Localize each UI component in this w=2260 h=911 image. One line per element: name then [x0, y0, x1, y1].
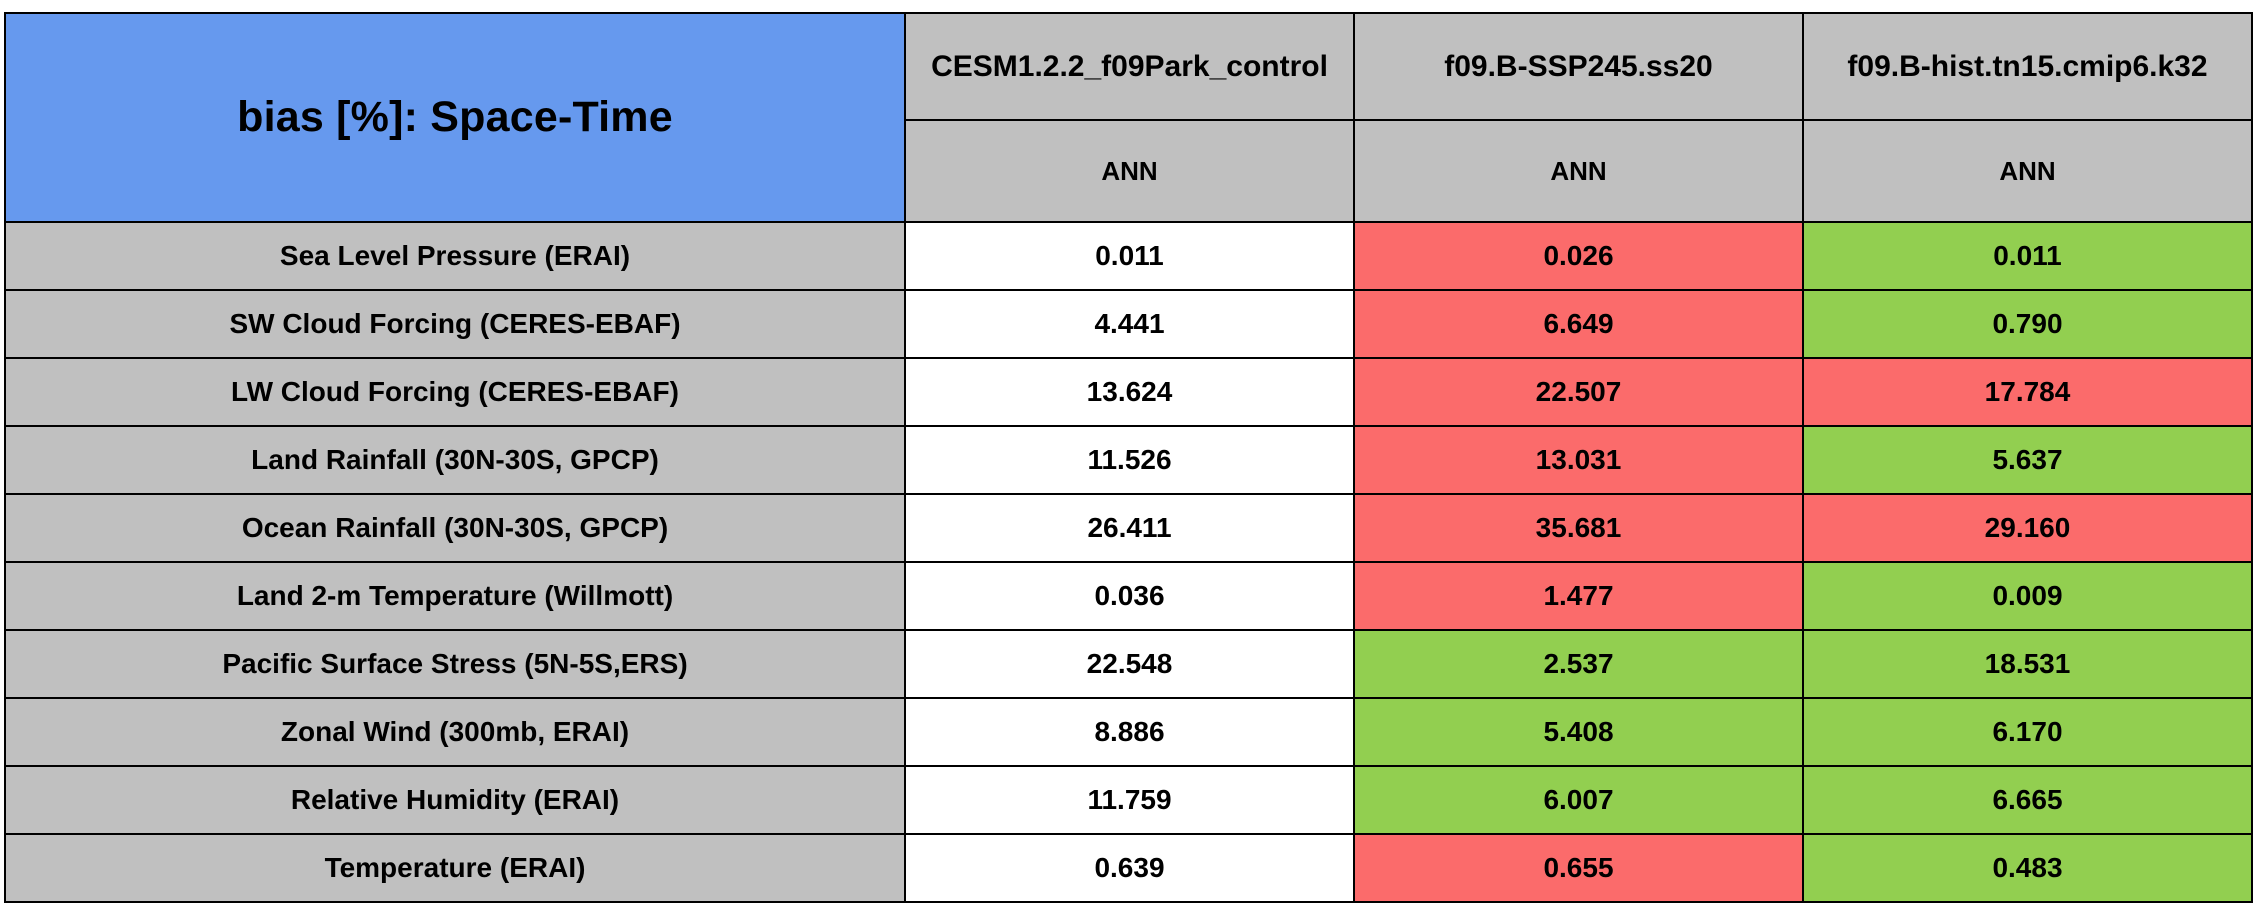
season-header-1: ANN — [905, 120, 1354, 222]
metric-value: 0.009 — [1803, 562, 2252, 630]
metric-value: 5.408 — [1354, 698, 1803, 766]
model-header-2 — [1354, 13, 1803, 120]
table-row — [5, 222, 2252, 290]
table-row — [5, 494, 2252, 562]
table-row — [5, 630, 2252, 698]
row-label: Zonal Wind (300mb, ERAI) — [5, 698, 905, 766]
row-label: Land 2-m Temperature (Willmott) — [5, 562, 905, 630]
metric-value: 0.790 — [1803, 290, 2252, 358]
row-label: SW Cloud Forcing (CERES-EBAF) — [5, 290, 905, 358]
model-header-1 — [905, 13, 1354, 120]
metric-value: 6.649 — [1354, 290, 1803, 358]
metric-value: 35.681 — [1354, 494, 1803, 562]
metric-value: 26.411 — [905, 494, 1354, 562]
metric-value: 0.483 — [1803, 834, 2252, 902]
metric-value: 22.507 — [1354, 358, 1803, 426]
metric-value: 5.637 — [1803, 426, 2252, 494]
row-label: Temperature (ERAI) — [5, 834, 905, 902]
metric-value: 0.655 — [1354, 834, 1803, 902]
row-label: Ocean Rainfall (30N-30S, GPCP) — [5, 494, 905, 562]
row-label: Sea Level Pressure (ERAI) — [5, 222, 905, 290]
season-header-2: ANN — [1354, 120, 1803, 222]
metric-value: 6.007 — [1354, 766, 1803, 834]
table-row — [5, 834, 2252, 902]
metric-value: 13.624 — [905, 358, 1354, 426]
metric-value: 0.011 — [905, 222, 1354, 290]
metric-value: 0.036 — [905, 562, 1354, 630]
metric-value: 6.665 — [1803, 766, 2252, 834]
table-title: bias [%]: Space-Time — [5, 13, 905, 222]
metric-value: 11.759 — [905, 766, 1354, 834]
metric-value: 22.548 — [905, 630, 1354, 698]
model-header-1-label: CESM1.2.2_f09Park_control — [931, 49, 1328, 83]
metric-value: 0.639 — [905, 834, 1354, 902]
metric-value: 2.537 — [1354, 630, 1803, 698]
model-header-3-label: f09.B-hist.tn15.cmip6.k32 — [1847, 49, 2208, 83]
model-header-2-label: f09.B-SSP245.ss20 — [1444, 49, 1713, 83]
table-row — [5, 290, 2252, 358]
metric-value: 6.170 — [1803, 698, 2252, 766]
row-label: Pacific Surface Stress (5N-5S,ERS) — [5, 630, 905, 698]
table-row — [5, 426, 2252, 494]
table-row — [5, 562, 2252, 630]
metric-value: 0.026 — [1354, 222, 1803, 290]
table-row — [5, 358, 2252, 426]
table-row — [5, 766, 2252, 834]
row-label: Relative Humidity (ERAI) — [5, 766, 905, 834]
header-row-models — [5, 13, 2252, 120]
metric-value: 1.477 — [1354, 562, 1803, 630]
metric-value: 13.031 — [1354, 426, 1803, 494]
metric-value: 29.160 — [1803, 494, 2252, 562]
row-label: Land Rainfall (30N-30S, GPCP) — [5, 426, 905, 494]
table-row — [5, 698, 2252, 766]
metric-value: 18.531 — [1803, 630, 2252, 698]
season-header-3: ANN — [1803, 120, 2252, 222]
metric-value: 4.441 — [905, 290, 1354, 358]
row-label: LW Cloud Forcing (CERES-EBAF) — [5, 358, 905, 426]
model-header-3 — [1803, 13, 2252, 120]
metric-value: 0.011 — [1803, 222, 2252, 290]
metric-value: 17.784 — [1803, 358, 2252, 426]
metrics-table-body — [5, 13, 2252, 902]
metric-value: 8.886 — [905, 698, 1354, 766]
metrics-table — [4, 12, 2253, 903]
metric-value: 11.526 — [905, 426, 1354, 494]
